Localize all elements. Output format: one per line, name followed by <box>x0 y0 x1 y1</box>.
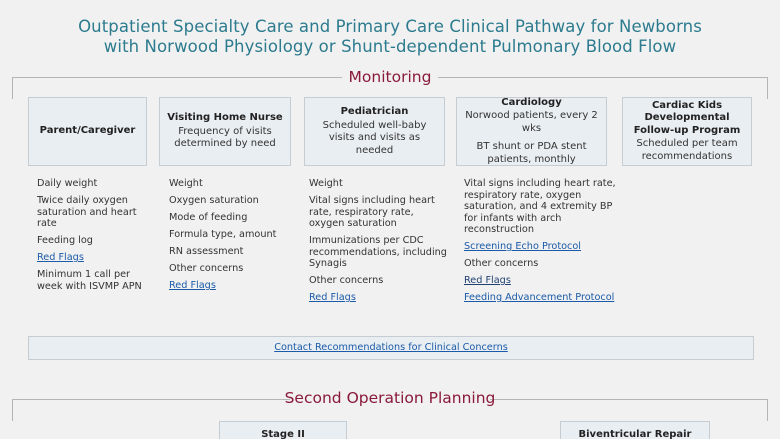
card-subtitle: Scheduled per team recommendations <box>636 138 738 162</box>
card-stage-ii <box>219 421 347 439</box>
screening-echo-protocol-link[interactable]: Screening Echo Protocol <box>464 241 581 252</box>
page-title-line1: Outpatient Specialty Care and Primary Care Clinical Pathway for Newborns <box>78 17 702 36</box>
list-item: Vital signs including heart rate, respiratory rate, oxygen saturation <box>309 195 435 229</box>
page-title-line2: with Norwood Physiology or Shunt-dependent Pulmonary Blood Flow <box>103 37 677 56</box>
card-title: Biventricular Repair <box>578 429 692 439</box>
monitoring-heading: Monitoring <box>348 68 432 86</box>
list-item: Minimum 1 call per week with ISVMP APN <box>37 269 142 292</box>
card-title: Cardiac Kids Developmental Follow-up Program <box>633 99 741 136</box>
card-visiting-home-nurse <box>159 97 291 166</box>
card-title: Visiting Home Nurse <box>167 112 283 124</box>
column-parent-caregiver <box>37 178 152 298</box>
list-item: Weight <box>169 178 203 189</box>
card-title: Stage II <box>261 429 305 439</box>
list-item: Formula type, amount <box>169 229 277 240</box>
column-pediatrician <box>309 178 447 309</box>
column-cardiology <box>464 178 618 309</box>
card-biventricular-repair <box>560 421 710 439</box>
list-item: Other concerns <box>169 263 244 274</box>
red-flags-link[interactable]: Red Flags <box>169 280 216 291</box>
column-visiting-home-nurse <box>169 178 294 297</box>
feeding-advancement-protocol-link[interactable]: Feeding Advancement Protocol <box>464 292 615 303</box>
card-title: Cardiology <box>501 96 562 108</box>
card-pediatrician <box>304 97 445 166</box>
card-title: Pediatrician <box>340 106 409 117</box>
list-item: Twice daily oxygen saturation and heart rate <box>37 195 137 229</box>
list-item: RN assessment <box>169 246 244 257</box>
list-item: Vital signs including heart rate, respiratory rate, oxygen saturation, and 4 extremity BP for infants with arch reconstruction <box>464 178 616 235</box>
second-operation-heading: Second Operation Planning <box>284 389 496 407</box>
list-item: Immunizations per CDC recommendations, including Synagis <box>309 235 447 269</box>
contact-recommendations-link[interactable]: Contact Recommendations for Clinical Concerns <box>274 342 508 353</box>
card-subtitle: Norwood patients, every 2 wks <box>465 110 598 134</box>
card-cardiology <box>456 97 607 166</box>
list-item: Weight <box>309 178 343 189</box>
card-parent-caregiver <box>28 97 147 166</box>
list-item: Other concerns <box>309 275 384 286</box>
list-item: Feeding log <box>37 235 93 246</box>
list-item: Other concerns <box>464 258 539 269</box>
red-flags-link[interactable]: Red Flags <box>309 292 356 303</box>
card-subtitle: Scheduled well-baby visits and visits as needed <box>322 119 427 156</box>
card-cardiac-kids-followup <box>622 97 752 166</box>
red-flags-link[interactable]: Red Flags <box>464 275 511 286</box>
page-title <box>0 17 780 57</box>
card-subtitle-2: BT shunt or PDA stent patients, monthly <box>476 141 587 165</box>
list-item: Daily weight <box>37 178 98 189</box>
list-item: Oxygen saturation <box>169 195 259 206</box>
list-item: Mode of feeding <box>169 212 248 223</box>
card-subtitle: Frequency of visits determined by need <box>174 125 276 150</box>
contact-recommendations-bar <box>28 336 754 360</box>
card-title: Parent/Caregiver <box>39 125 136 137</box>
red-flags-link[interactable]: Red Flags <box>37 252 84 263</box>
